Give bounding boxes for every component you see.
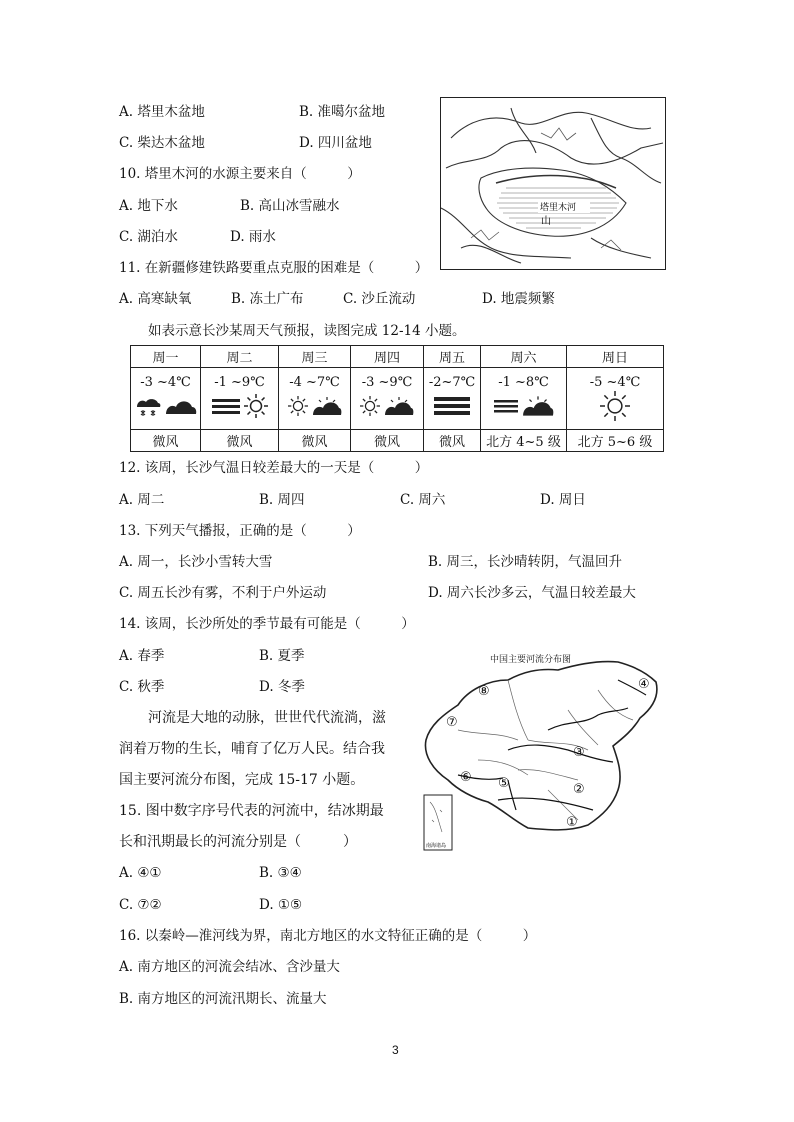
temp-thu: -3 ~9℃ — [361, 375, 413, 390]
river-4-label: ④ — [638, 677, 650, 692]
q11-option-c: C. 沙丘流动 — [343, 291, 416, 307]
q12-option-c: C. 周六 — [400, 492, 446, 508]
weather-thu — [351, 368, 424, 430]
weather-mon — [131, 368, 201, 430]
china-map-drawing — [418, 650, 668, 855]
day-wed: 周三 — [279, 346, 351, 368]
wind-sun: 北方 5~6 级 — [567, 430, 664, 452]
river-8-label: ⑧ — [478, 684, 490, 699]
q15-option-c: C. ⑦② — [119, 897, 162, 913]
intro-12-14: 如表示意长沙某周天气预报，读图完成 12-14 小题。 — [148, 323, 466, 339]
fog-icon — [212, 396, 240, 416]
river-6-label: ⑥ — [460, 770, 472, 785]
cloud-icon — [312, 396, 342, 416]
day-fri: 周五 — [424, 346, 481, 368]
q15-stem-line-1: 15. 图中数字序号代表的河流中，结冰期最 — [119, 803, 384, 819]
q12-stem: 12. 该周，长沙气温日较差最大的一天是（ ） — [119, 460, 429, 476]
q15-option-b: B. ③④ — [259, 865, 302, 881]
weather-wind-row — [131, 430, 664, 452]
wind-wed: 微风 — [279, 430, 351, 452]
river-1-label: ① — [566, 815, 578, 830]
tarim-basin-map — [440, 97, 666, 270]
day-sun: 周日 — [567, 346, 664, 368]
weather-detail-row — [131, 368, 664, 430]
q12-option-b: B. 周四 — [259, 492, 305, 508]
q15-option-a: A. ④① — [119, 865, 162, 881]
q12-option-a: A. 周二 — [119, 492, 165, 508]
day-tue: 周二 — [201, 346, 279, 368]
tarim-map-drawing — [441, 98, 665, 269]
inset-label: 南海诸岛 — [426, 843, 447, 849]
q9-option-b: B. 准噶尔盆地 — [299, 104, 386, 120]
q13-stem: 13. 下列天气播报，正确的是（ ） — [119, 523, 361, 539]
weather-sun — [567, 368, 664, 430]
weather-fri — [424, 368, 481, 430]
cloud-icon — [522, 395, 554, 417]
sun-icon — [600, 391, 630, 421]
q13-option-c: C. 周五长沙有雾，不利于户外运动 — [119, 585, 327, 601]
snow-icon — [135, 394, 161, 418]
q11-option-d: D. 地震频繁 — [482, 291, 555, 307]
weather-tue — [201, 368, 279, 430]
cloud-icon — [384, 396, 414, 416]
q13-option-a: A. 周一，长沙小雪转大雪 — [119, 554, 273, 570]
day-thu: 周四 — [351, 346, 424, 368]
wind-tue: 微风 — [201, 430, 279, 452]
q9-option-c: C. 柴达木盆地 — [119, 135, 205, 151]
q11-option-a: A. 高寒缺氧 — [119, 291, 192, 307]
sun-icon — [288, 396, 308, 416]
q10-option-a: A. 地下水 — [119, 198, 178, 214]
temp-sun: -5 ~4℃ — [589, 375, 641, 390]
q11-stem: 11. 在新疆修建铁路要重点克服的困难是（ ） — [119, 260, 429, 276]
q13-option-b: B. 周三，长沙晴转阴，气温回升 — [428, 554, 623, 570]
river-7-label: ⑦ — [446, 715, 458, 730]
wind-fri: 微风 — [424, 430, 481, 452]
q14-option-a: A. 春季 — [119, 648, 165, 664]
temp-sat: -1 ~8℃ — [498, 375, 549, 390]
river-5-label: ⑤ — [498, 776, 510, 791]
river-3-label: ③ — [573, 745, 585, 760]
q14-option-b: B. 夏季 — [259, 648, 305, 664]
intro-15-17-line-1: 河流是大地的动脉，世世代代流淌，滋 — [148, 710, 386, 726]
q14-option-d: D. 冬季 — [259, 679, 305, 695]
cloud-icon — [165, 396, 197, 416]
sun-icon — [244, 394, 268, 418]
q15-option-d: D. ①⑤ — [259, 897, 303, 913]
temp-wed: -4 ~7℃ — [289, 375, 340, 390]
intro-15-17-line-2: 润着万物的生长，哺育了亿万人民。结合我 — [119, 741, 385, 757]
q14-stem: 14. 该周，长沙所处的季节最有可能是（ ） — [119, 616, 415, 632]
wind-thu: 微风 — [351, 430, 424, 452]
weather-sat — [481, 368, 567, 430]
temp-tue: -1 ~9℃ — [214, 375, 265, 390]
page-number: 3 — [392, 1043, 399, 1057]
day-sat: 周六 — [481, 346, 567, 368]
china-rivers-map — [418, 650, 668, 855]
map-title: 中国主要河流分布图 — [490, 655, 572, 665]
river-2-label: ② — [573, 782, 585, 797]
q16-option-a: A. 南方地区的河流会结冰、含沙量大 — [119, 959, 340, 975]
q15-stem-line-2: 长和汛期最长的河流分别是（ ） — [119, 834, 357, 850]
q10-stem: 10. 塔里木河的水源主要来自（ ） — [119, 166, 361, 182]
sun-icon — [360, 396, 380, 416]
temp-fri: -2~7℃ — [428, 375, 476, 390]
q16-stem: 16. 以秦岭—淮河线为界，南北方地区的水文特征正确的是（ ） — [119, 928, 537, 944]
fog-icon — [494, 397, 518, 415]
mountain-label: 山 — [541, 216, 551, 227]
q10-option-b: B. 高山冰雪融水 — [240, 198, 340, 214]
temp-mon: -3 ~4℃ — [140, 375, 191, 390]
q10-option-c: C. 湖泊水 — [119, 229, 178, 245]
q14-option-c: C. 秋季 — [119, 679, 165, 695]
weather-wed — [279, 368, 351, 430]
weather-days-row — [131, 346, 664, 368]
q11-option-b: B. 冻土广布 — [231, 291, 304, 307]
tarim-river-label: 塔里木河 — [540, 203, 577, 213]
q13-option-d: D. 周六长沙多云，气温日较差最大 — [428, 585, 636, 601]
day-mon: 周一 — [131, 346, 201, 368]
q12-option-d: D. 周日 — [540, 492, 586, 508]
q9-option-d: D. 四川盆地 — [299, 135, 372, 151]
q10-option-d: D. 雨水 — [230, 229, 276, 245]
fog-icon — [434, 395, 470, 417]
wind-sat: 北方 4~5 级 — [481, 430, 567, 452]
wind-mon: 微风 — [131, 430, 201, 452]
q16-option-b: B. 南方地区的河流汛期长、流量大 — [119, 991, 327, 1007]
weather-forecast-table — [130, 345, 664, 452]
q9-option-a: A. 塔里木盆地 — [119, 104, 205, 120]
intro-15-17-line-3: 国主要河流分布图，完成 15-17 小题。 — [119, 772, 365, 788]
